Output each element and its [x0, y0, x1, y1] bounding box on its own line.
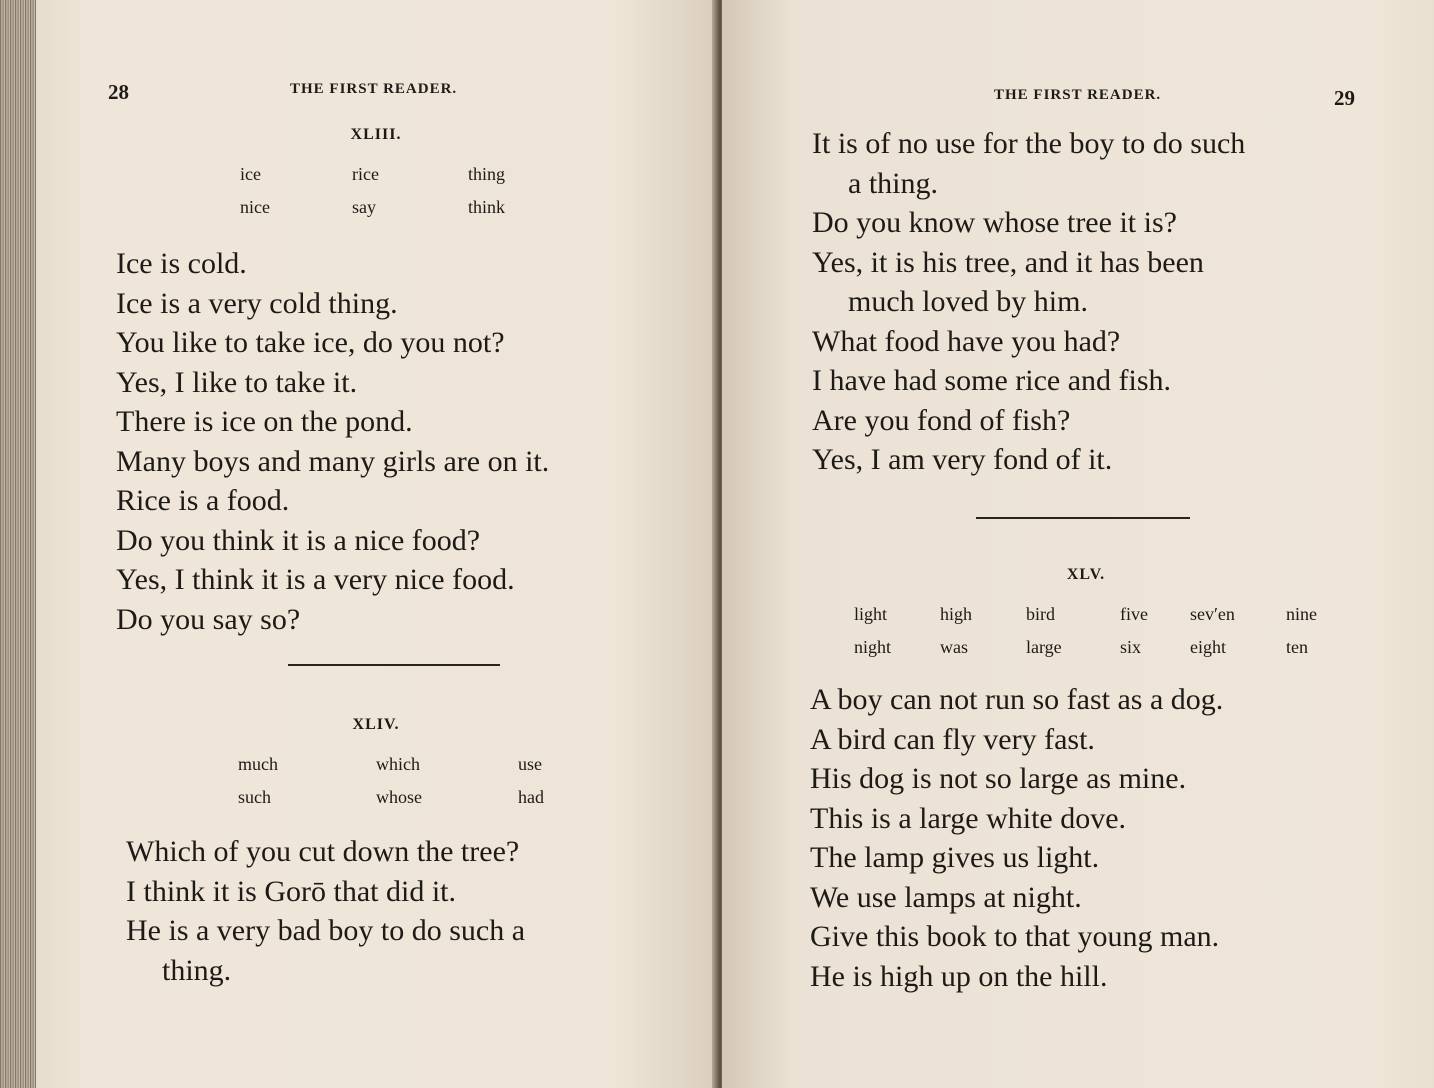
- lesson-title: XLV.: [1066, 566, 1106, 583]
- text-line: Many boys and many girls are on it.: [116, 444, 550, 478]
- text-line: Do you know whose tree it is?: [812, 206, 1177, 239]
- text-line: What food have you had?: [812, 324, 1121, 358]
- vocab-word: was: [940, 637, 968, 657]
- vocab-word: eight: [1190, 637, 1226, 657]
- text-line: Do you think it is a nice food?: [116, 523, 481, 557]
- vocab-word: light: [854, 604, 888, 624]
- text-line: Rice is a food.: [116, 484, 290, 517]
- vocab-word: six: [1120, 637, 1142, 657]
- section-divider: [288, 664, 500, 666]
- vocab-word: had: [518, 787, 544, 807]
- running-head: THE FIRST READER.: [290, 81, 458, 97]
- text-line: It is of no use for the boy to do such: [812, 127, 1246, 160]
- text-line: I have had some rice and fish.: [812, 364, 1172, 397]
- vocab-word: night: [854, 637, 892, 657]
- vocab-word: large: [1026, 637, 1062, 657]
- lesson-title: XLIV.: [352, 716, 400, 733]
- text-line: Do you say so?: [116, 602, 301, 636]
- vocab-word: thing: [468, 164, 506, 184]
- text-line: This is a large white dove.: [810, 801, 1127, 835]
- text-line: A boy can not run so fast as a dog.: [810, 683, 1224, 716]
- text-line: He is a very bad boy to do such a: [126, 914, 526, 947]
- text-line: We use lamps at night.: [810, 880, 1082, 914]
- lesson-title: XLIII.: [350, 126, 402, 143]
- text-line: Yes, it is his tree, and it has been: [812, 245, 1204, 279]
- text-line: Yes, I am very fond of it.: [812, 443, 1113, 476]
- vocabulary-list: [854, 604, 1346, 658]
- vocab-word: say: [352, 197, 376, 217]
- text-line: much loved by him.: [848, 285, 1088, 318]
- vocab-word: such: [238, 787, 271, 807]
- vocab-word: five: [1120, 604, 1148, 624]
- page-number: 28: [108, 80, 129, 104]
- vocab-word: sev′en: [1190, 604, 1235, 624]
- left-page: [36, 0, 720, 1088]
- text-line: Ice is a very cold thing.: [116, 286, 398, 320]
- lesson-text: [810, 680, 1223, 996]
- text-line: thing.: [162, 953, 232, 987]
- text-line: Yes, I like to take it.: [116, 365, 358, 399]
- vocabulary-list: [238, 754, 598, 808]
- vocab-word: nine: [1286, 604, 1317, 624]
- vocab-word: nice: [240, 197, 270, 217]
- text-line: There is ice on the pond.: [116, 405, 413, 438]
- text-line: Yes, I think it is a very nice food.: [116, 563, 515, 596]
- section-divider: [976, 517, 1190, 519]
- text-line: The lamp gives us light.: [810, 841, 1100, 874]
- text-line: You like to take ice, do you not?: [116, 326, 505, 359]
- text-line: He is high up on the hill.: [810, 959, 1108, 993]
- vocab-word: think: [468, 197, 506, 217]
- vocab-word: ten: [1286, 637, 1308, 657]
- running-head: THE FIRST READER.: [994, 87, 1162, 103]
- lesson-text: [126, 832, 525, 990]
- vocab-word: which: [376, 754, 420, 774]
- vocab-word: high: [940, 604, 973, 624]
- text-line: Give this book to that young man.: [810, 920, 1220, 953]
- vocab-word: bird: [1026, 604, 1055, 624]
- text-line: Are you fond of fish?: [812, 403, 1071, 437]
- text-line: A bird can fly very fast.: [810, 722, 1095, 756]
- vocabulary-list: [240, 164, 548, 218]
- lesson-text: [116, 244, 549, 639]
- page-edges: [0, 0, 40, 1088]
- vocab-word: much: [238, 754, 278, 774]
- vocab-word: rice: [352, 164, 379, 184]
- text-line: Which of you cut down the tree?: [126, 835, 520, 868]
- text-line: His dog is not so large as mine.: [810, 762, 1187, 795]
- text-line: Ice is cold.: [116, 247, 247, 280]
- text-line: I think it is Gorō that did it.: [126, 874, 456, 908]
- continued-text: [812, 124, 1245, 480]
- vocab-word: ice: [240, 164, 261, 184]
- vocab-word: use: [518, 754, 542, 774]
- vocab-word: whose: [376, 787, 422, 807]
- right-page: [722, 0, 1434, 1088]
- page-number: 29: [1334, 86, 1355, 110]
- text-line: a thing.: [848, 166, 938, 200]
